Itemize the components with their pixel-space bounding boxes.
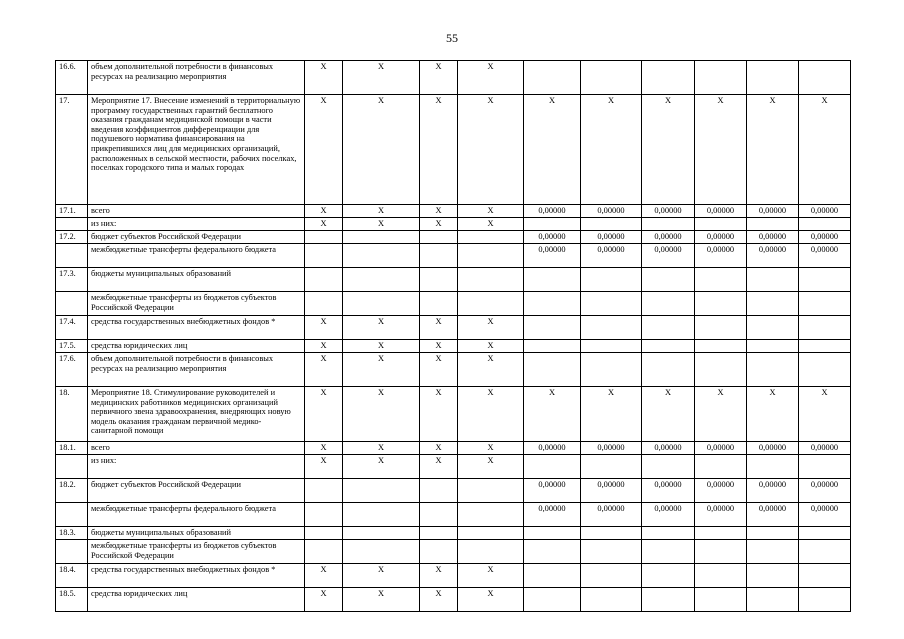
- row-number: [56, 540, 88, 564]
- row-label: средства юридических лиц: [88, 588, 305, 612]
- table-cell: [642, 564, 695, 588]
- table-cell: [695, 218, 747, 231]
- table-cell: [642, 316, 695, 340]
- table-cell: X: [458, 95, 524, 205]
- table-cell: [695, 292, 747, 316]
- table-cell: 0,00000: [581, 442, 642, 455]
- row-label: бюджеты муниципальных образований: [88, 268, 305, 292]
- table-cell: 0,00000: [581, 503, 642, 527]
- table-cell: [343, 540, 420, 564]
- table-cell: X: [343, 442, 420, 455]
- table-cell: [799, 218, 851, 231]
- table-cell: [747, 588, 799, 612]
- row-number: 18.3.: [56, 527, 88, 540]
- row-number: 18.1.: [56, 442, 88, 455]
- table-cell: [799, 268, 851, 292]
- table-cell: 0,00000: [799, 479, 851, 503]
- table-row: [56, 231, 851, 244]
- table-cell: [747, 316, 799, 340]
- table-cell: [747, 527, 799, 540]
- table-cell: [343, 244, 420, 268]
- table-cell: [420, 244, 458, 268]
- table-cell: [695, 61, 747, 95]
- table-cell: X: [305, 218, 343, 231]
- table-cell: [524, 292, 581, 316]
- table-cell: 0,00000: [747, 205, 799, 218]
- table-cell: [581, 61, 642, 95]
- table-cell: X: [305, 353, 343, 387]
- table-cell: [747, 268, 799, 292]
- table-cell: [747, 564, 799, 588]
- table-cell: 0,00000: [747, 442, 799, 455]
- table-row: [56, 479, 851, 503]
- table-cell: 0,00000: [524, 231, 581, 244]
- row-number: 17.1.: [56, 205, 88, 218]
- table-cell: 0,00000: [799, 503, 851, 527]
- table-cell: [305, 292, 343, 316]
- table-cell: [524, 268, 581, 292]
- table-cell: X: [420, 316, 458, 340]
- table-cell: X: [458, 61, 524, 95]
- table-cell: [642, 588, 695, 612]
- table-cell: X: [420, 95, 458, 205]
- table-cell: X: [305, 340, 343, 353]
- table-cell: [695, 340, 747, 353]
- table-row: [56, 564, 851, 588]
- row-label: межбюджетные трансферты из бюджетов субъектов Российской Федерации: [88, 292, 305, 316]
- table-cell: [524, 588, 581, 612]
- table-cell: X: [420, 455, 458, 479]
- table-cell: 0,00000: [747, 479, 799, 503]
- table-cell: X: [305, 387, 343, 442]
- table-cell: [747, 218, 799, 231]
- table-cell: [695, 540, 747, 564]
- table-cell: X: [343, 218, 420, 231]
- table-cell: 0,00000: [524, 244, 581, 268]
- table-cell: [642, 540, 695, 564]
- table-cell: X: [343, 205, 420, 218]
- table-cell: X: [695, 387, 747, 442]
- table-cell: X: [343, 61, 420, 95]
- table-cell: X: [420, 340, 458, 353]
- table-row: [56, 353, 851, 387]
- table-cell: 0,00000: [524, 503, 581, 527]
- table-cell: X: [343, 95, 420, 205]
- table-cell: [747, 292, 799, 316]
- table-cell: [747, 353, 799, 387]
- table-cell: 0,00000: [747, 503, 799, 527]
- row-label: всего: [88, 205, 305, 218]
- table-cell: [305, 540, 343, 564]
- table-cell: X: [458, 205, 524, 218]
- table-cell: 0,00000: [642, 479, 695, 503]
- table-cell: [642, 527, 695, 540]
- table-cell: [581, 527, 642, 540]
- table-cell: [747, 340, 799, 353]
- table-cell: [305, 244, 343, 268]
- table-row: [56, 268, 851, 292]
- table-cell: [581, 340, 642, 353]
- table-cell: [799, 316, 851, 340]
- table-cell: 0,00000: [747, 231, 799, 244]
- table-cell: [458, 244, 524, 268]
- table-cell: 0,00000: [799, 231, 851, 244]
- table-cell: X: [695, 95, 747, 205]
- row-label: из них:: [88, 455, 305, 479]
- table-cell: X: [799, 95, 851, 205]
- table-cell: 0,00000: [695, 205, 747, 218]
- row-label: межбюджетные трансферты федерального бюджета: [88, 503, 305, 527]
- table-cell: X: [420, 588, 458, 612]
- row-number: [56, 218, 88, 231]
- table-cell: [305, 268, 343, 292]
- table-row: [56, 95, 851, 205]
- table-cell: [747, 61, 799, 95]
- table-cell: [642, 455, 695, 479]
- table-cell: X: [305, 205, 343, 218]
- table-cell: X: [524, 95, 581, 205]
- table-row: [56, 588, 851, 612]
- table-cell: X: [343, 588, 420, 612]
- row-label: межбюджетные трансферты из бюджетов субъектов Российской Федерации: [88, 540, 305, 564]
- row-label: Мероприятие 17. Внесение изменений в территориальную программу государственных гарантий бесплатного оказания гражданам медицинской помощи в части введения коэффициентов дифференциации для подушевого норматива финансирования на прикрепившихся лиц для медицинских организаций, расположенных в сельской местности, рабочих поселках, поселках городского типа и малых городах: [88, 95, 305, 205]
- table-cell: [799, 527, 851, 540]
- table-cell: [747, 455, 799, 479]
- row-number: 17.: [56, 95, 88, 205]
- row-label: из них:: [88, 218, 305, 231]
- table-cell: [642, 268, 695, 292]
- table-cell: X: [305, 316, 343, 340]
- table-cell: [343, 292, 420, 316]
- table-cell: [695, 353, 747, 387]
- table-row: [56, 244, 851, 268]
- row-label: Мероприятие 18. Стимулирование руководителей и медицинских работников медицинских организаций первичного звена здравоохранения, внедряющих новую модель оказания гражданам первичной медико-санитарной помощи: [88, 387, 305, 442]
- table-cell: [799, 340, 851, 353]
- table-cell: [458, 231, 524, 244]
- table-cell: [343, 268, 420, 292]
- table-cell: [305, 231, 343, 244]
- table-row: [56, 218, 851, 231]
- table-cell: 0,00000: [747, 244, 799, 268]
- table-cell: [524, 61, 581, 95]
- table-row: [56, 340, 851, 353]
- table-cell: 0,00000: [642, 442, 695, 455]
- table-cell: X: [305, 442, 343, 455]
- table-cell: X: [458, 316, 524, 340]
- table-cell: X: [343, 564, 420, 588]
- table-cell: X: [420, 442, 458, 455]
- table-cell: [420, 268, 458, 292]
- table-cell: X: [343, 455, 420, 479]
- table-cell: 0,00000: [695, 244, 747, 268]
- table-row: [56, 503, 851, 527]
- table-cell: [343, 527, 420, 540]
- table-cell: X: [458, 353, 524, 387]
- table-row: [56, 540, 851, 564]
- table-cell: [343, 503, 420, 527]
- table-cell: 0,00000: [695, 479, 747, 503]
- table-cell: 0,00000: [581, 244, 642, 268]
- table-cell: X: [458, 218, 524, 231]
- table-cell: [799, 564, 851, 588]
- table-cell: [642, 292, 695, 316]
- table-cell: [747, 540, 799, 564]
- table-cell: [799, 588, 851, 612]
- row-label: объем дополнительной потребности в финансовых ресурсах на реализацию мероприятия: [88, 61, 305, 95]
- table-cell: X: [343, 340, 420, 353]
- table-cell: [458, 292, 524, 316]
- table-cell: [524, 353, 581, 387]
- table-row: [56, 442, 851, 455]
- table-row: [56, 527, 851, 540]
- row-number: 16.6.: [56, 61, 88, 95]
- table-cell: [642, 340, 695, 353]
- table-cell: 0,00000: [695, 442, 747, 455]
- budget-table: [55, 60, 851, 612]
- table-cell: 0,00000: [642, 244, 695, 268]
- row-number: 17.3.: [56, 268, 88, 292]
- table-cell: [420, 479, 458, 503]
- row-label: средства юридических лиц: [88, 340, 305, 353]
- table-cell: [799, 540, 851, 564]
- table-cell: X: [458, 340, 524, 353]
- table-row: [56, 205, 851, 218]
- row-label: объем дополнительной потребности в финансовых ресурсах на реализацию мероприятия: [88, 353, 305, 387]
- table-cell: [581, 588, 642, 612]
- table-cell: X: [420, 564, 458, 588]
- table-cell: [695, 588, 747, 612]
- row-number: [56, 503, 88, 527]
- table-cell: X: [458, 455, 524, 479]
- table-cell: 0,00000: [695, 231, 747, 244]
- table-cell: [581, 353, 642, 387]
- table-cell: [581, 455, 642, 479]
- table-cell: X: [420, 205, 458, 218]
- row-number: 17.6.: [56, 353, 88, 387]
- table-cell: X: [458, 588, 524, 612]
- table-cell: [420, 527, 458, 540]
- row-number: 17.2.: [56, 231, 88, 244]
- table-cell: X: [524, 387, 581, 442]
- table-cell: [420, 503, 458, 527]
- table-cell: 0,00000: [581, 479, 642, 503]
- row-label: межбюджетные трансферты федерального бюджета: [88, 244, 305, 268]
- row-number: 18.2.: [56, 479, 88, 503]
- table-cell: [305, 503, 343, 527]
- table-cell: X: [305, 455, 343, 479]
- table-cell: [524, 316, 581, 340]
- row-label: средства государственных внебюджетных фондов *: [88, 564, 305, 588]
- row-number: 17.4.: [56, 316, 88, 340]
- table-cell: [581, 218, 642, 231]
- table-cell: [420, 231, 458, 244]
- table-cell: X: [420, 218, 458, 231]
- table-cell: [695, 316, 747, 340]
- table-cell: [524, 540, 581, 564]
- table-cell: [581, 540, 642, 564]
- table-cell: X: [747, 387, 799, 442]
- table-cell: [458, 527, 524, 540]
- table-cell: [524, 218, 581, 231]
- table-cell: 0,00000: [799, 442, 851, 455]
- table-cell: [420, 292, 458, 316]
- table-cell: X: [458, 564, 524, 588]
- table-cell: [799, 292, 851, 316]
- table-cell: 0,00000: [524, 442, 581, 455]
- table-cell: [695, 455, 747, 479]
- table-row: [56, 61, 851, 95]
- table-cell: [581, 564, 642, 588]
- table-cell: [343, 231, 420, 244]
- table-cell: X: [420, 353, 458, 387]
- row-number: [56, 292, 88, 316]
- table-cell: [305, 527, 343, 540]
- table-cell: X: [799, 387, 851, 442]
- table-cell: [799, 61, 851, 95]
- row-number: 18.4.: [56, 564, 88, 588]
- table-cell: 0,00000: [581, 231, 642, 244]
- table-cell: 0,00000: [799, 244, 851, 268]
- row-number: [56, 455, 88, 479]
- table-cell: [642, 61, 695, 95]
- table-cell: [799, 353, 851, 387]
- table-cell: 0,00000: [642, 231, 695, 244]
- table-cell: 0,00000: [524, 479, 581, 503]
- table-row: [56, 455, 851, 479]
- table-cell: [343, 479, 420, 503]
- row-number: 17.5.: [56, 340, 88, 353]
- table-cell: [524, 455, 581, 479]
- table-cell: X: [305, 588, 343, 612]
- table-cell: X: [642, 387, 695, 442]
- table-row: [56, 387, 851, 442]
- table-cell: [458, 268, 524, 292]
- table-cell: [695, 268, 747, 292]
- row-label: средства государственных внебюджетных фондов *: [88, 316, 305, 340]
- table-cell: 0,00000: [642, 205, 695, 218]
- table-cell: [642, 353, 695, 387]
- table-cell: [524, 564, 581, 588]
- row-label: всего: [88, 442, 305, 455]
- table-cell: [581, 292, 642, 316]
- table-cell: X: [343, 316, 420, 340]
- table-cell: X: [420, 387, 458, 442]
- table-cell: [524, 340, 581, 353]
- table-cell: X: [458, 442, 524, 455]
- table-cell: X: [458, 387, 524, 442]
- table-cell: [305, 479, 343, 503]
- table-cell: 0,00000: [524, 205, 581, 218]
- table-cell: 0,00000: [642, 503, 695, 527]
- table-cell: [695, 564, 747, 588]
- table-cell: X: [747, 95, 799, 205]
- row-label: бюджет субъектов Российской Федерации: [88, 479, 305, 503]
- table-cell: X: [305, 95, 343, 205]
- table-cell: [524, 527, 581, 540]
- table-cell: [458, 540, 524, 564]
- table-cell: 0,00000: [799, 205, 851, 218]
- table-cell: X: [343, 387, 420, 442]
- table-cell: 0,00000: [581, 205, 642, 218]
- row-label: бюджеты муниципальных образований: [88, 527, 305, 540]
- table-cell: [799, 455, 851, 479]
- table-cell: [420, 540, 458, 564]
- table-cell: [642, 218, 695, 231]
- table-cell: X: [305, 564, 343, 588]
- table-row: [56, 292, 851, 316]
- table-cell: X: [581, 387, 642, 442]
- table-cell: X: [581, 95, 642, 205]
- table-cell: [581, 268, 642, 292]
- table-cell: X: [343, 353, 420, 387]
- row-number: 18.: [56, 387, 88, 442]
- row-label: бюджет субъектов Российской Федерации: [88, 231, 305, 244]
- table-cell: [458, 503, 524, 527]
- table-cell: 0,00000: [695, 503, 747, 527]
- page-number: 55: [446, 31, 458, 45]
- table-cell: X: [420, 61, 458, 95]
- table-cell: [581, 316, 642, 340]
- table-cell: [458, 479, 524, 503]
- table-cell: [695, 527, 747, 540]
- row-number: 18.5.: [56, 588, 88, 612]
- table-row: [56, 316, 851, 340]
- table-cell: X: [642, 95, 695, 205]
- row-number: [56, 244, 88, 268]
- table-cell: X: [305, 61, 343, 95]
